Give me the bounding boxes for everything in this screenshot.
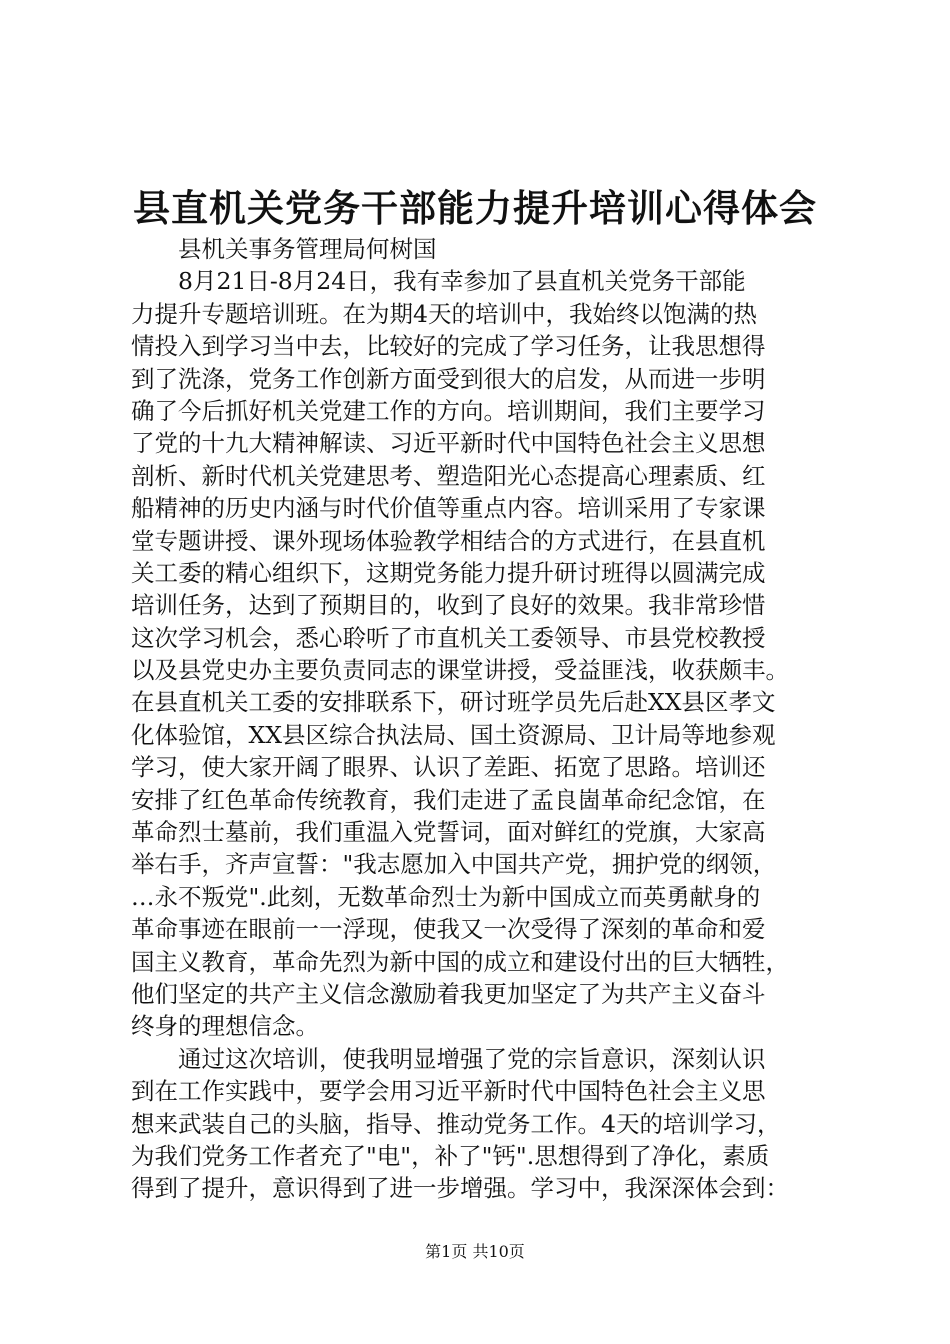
body-line: 培训任务，达到了预期目的，收到了良好的效果。我非常珍惜: [131, 591, 766, 620]
body-line: 革命烈士墓前，我们重温入党誓词，面对鲜红的党旗，大家高: [131, 818, 766, 847]
document-title: 县直机关党务干部能力提升培训心得体会: [133, 186, 817, 230]
page-footer: 第1页 共10页: [425, 1242, 525, 1261]
body-line: 革命事迹在眼前一一浮现，使我又一次受得了深刻的革命和爱: [131, 915, 766, 944]
body-line: 得到了提升，意识得到了进一步增强。学习中，我深深体会到：: [131, 1174, 789, 1203]
body-line: 剖析、新时代机关党建思考、塑造阳光心态提高心理素质、红: [131, 461, 766, 490]
body-line: 船精神的历史内涵与时代价值等重点内容。培训采用了专家课: [131, 494, 766, 523]
body-line: 化体验馆，XX县区综合执法局、国土资源局、卫计局等地参观: [131, 720, 776, 749]
body-line: 在县直机关工委的安排联系下，研讨班学员先后赴XX县区孝文: [131, 688, 776, 717]
body-line: 8月21日-8月24日，我有幸参加了县直机关党务干部能: [131, 267, 746, 296]
body-line: 安排了红色革命传统教育，我们走进了孟良崮革命纪念馆，在: [131, 785, 766, 814]
body-line: 确了今后抓好机关党建工作的方向。培训期间，我们主要学习: [131, 396, 766, 425]
body-line: 关工委的精心组织下，这期党务能力提升研讨班得以圆满完成: [131, 558, 766, 587]
body-line: 学习，使大家开阔了眼界、认识了差距、拓宽了思路。培训还: [131, 753, 766, 782]
body-line: 堂专题讲授、课外现场体验教学相结合的方式进行，在县直机: [131, 526, 766, 555]
body-line: 国主义教育，革命先烈为新中国的成立和建设付出的巨大牺牲，: [131, 947, 789, 976]
body-line: 到了洗涤，党务工作创新方面受到很大的启发，从而进一步明: [131, 364, 766, 393]
body-line: 情投入到学习当中去，比较好的完成了学习任务，让我思想得: [131, 332, 766, 361]
body-line: …永不叛党".此刻，无数革命烈士为新中国成立而英勇献身的: [131, 882, 761, 911]
body-line: 举右手，齐声宣誓："我志愿加入中国共产党，拥护党的纲领，: [131, 850, 777, 879]
body-line: 以及县党史办主要负责同志的课堂讲授，受益匪浅，收获颇丰。: [131, 656, 789, 685]
body-line: 想来武装自己的头脑，指导、推动党务工作。4天的培训学习，: [131, 1109, 781, 1138]
body-line: 县机关事务管理局何树国: [131, 235, 437, 263]
body-line: 通过这次培训，使我明显增强了党的宗旨意识，深刻认识: [131, 1044, 766, 1073]
body-line: 力提升专题培训班。在为期4天的培训中，我始终以饱满的热: [131, 299, 757, 328]
body-line: 到在工作实践中，要学会用习近平新时代中国特色社会主义思: [131, 1077, 766, 1106]
document-body: [131, 233, 821, 1205]
body-line: 他们坚定的共产主义信念激励着我更加坚定了为共产主义奋斗: [131, 979, 766, 1008]
body-line: 为我们党务工作者充了"电"，补了"钙".思想得到了净化，素质: [131, 1141, 770, 1170]
body-line: 这次学习机会，悉心聆听了市直机关工委领导、市县党校教授: [131, 623, 766, 652]
body-line: 了党的十九大精神解读、习近平新时代中国特色社会主义思想: [131, 429, 766, 458]
body-line: 终身的理想信念。: [131, 1012, 319, 1041]
